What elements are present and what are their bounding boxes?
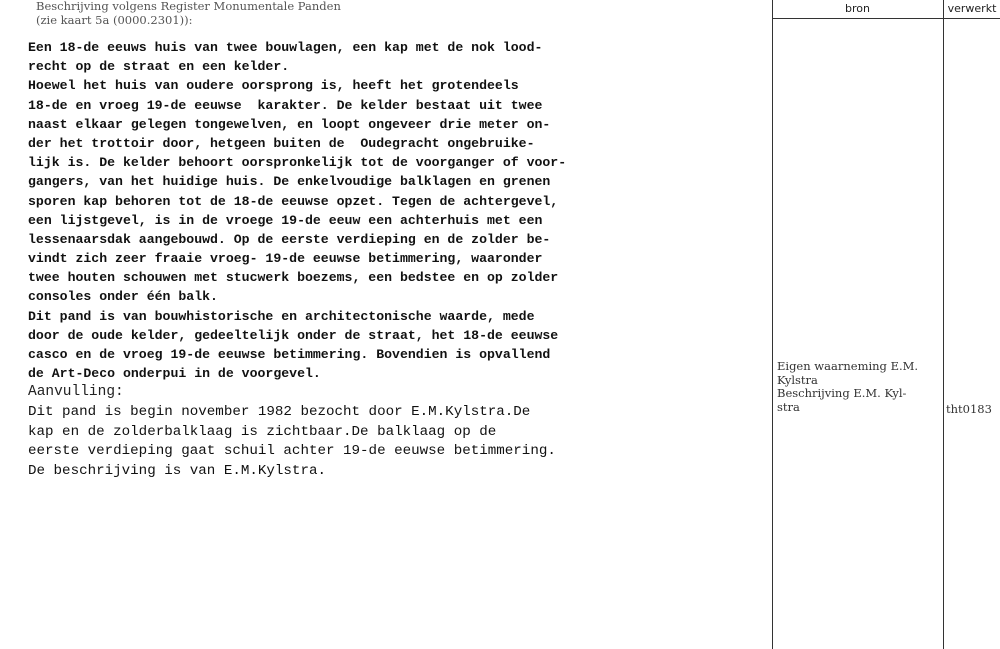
description-line: sporen kap behoren tot de 18-de eeuwse opzet. Tegen de achtergevel, [28,193,559,209]
description-line: Hoewel het huis van oudere oorsprong is, heeft het grotendeels [28,78,519,94]
column-divider-middle [943,0,944,649]
verwerkt-cell: tht0183 [946,402,992,416]
column-header-verwerkt: verwerkt [947,2,997,15]
description-line: lessenaarsdak aangebouwd. Op de eerste verdieping en de zolder be- [28,231,551,247]
description-text [28,38,768,383]
aanvulling-line: kap en de zolderbalklaag is zichtbaar.De balklaag op de [28,423,497,440]
aanvulling-text [28,403,768,481]
description-line: recht op de straat en een kelder. [28,59,290,75]
description-line: vindt zich zeer fraaie vroeg- 19-de eeuwse betimmering, waaronder [28,251,543,267]
aanvulling-line: eerste verdieping gaat schuil achter 19-de eeuwse betimmering. [28,443,556,459]
column-divider-left [772,0,773,649]
column-header-underline [772,18,1000,19]
description-line: der het trottoir door, hetgeen buiten de Oudegracht ongebruike- [28,135,535,151]
bron-line: Beschrijving E.M. Kyl- [777,386,907,400]
description-line: twee houten schouwen met stucwerk boezems, een bedstee en op zolder [28,270,559,286]
bron-line: Eigen waarneming E.M. [777,359,919,373]
description-line: gangers, van het huidige huis. De enkelvoudige balklagen en grenen [28,174,551,190]
aanvulling-line: Dit pand is begin november 1982 bezocht door E.M.Kylstra.De [28,404,531,420]
header-subtitle: (zie kaart 5a (0000.2301)): [36,13,193,27]
description-line: naast elkaar gelegen tongewelven, en loopt ongeveer drie meter on- [28,116,551,132]
column-header-bron: bron [845,2,870,15]
description-line: casco en de vroeg 19-de eeuwse betimmering. Bovendien is opvallend [28,347,551,362]
description-line: een lijstgevel, is in de vroege 19-de eeuw een achterhuis met een [28,212,543,228]
description-line: door de oude kelder, gedeeltelijk onder de straat, het 18-de eeuwse [28,327,559,343]
description-line: de Art-Deco onderpui in de voorgevel. [28,366,321,382]
description-line: Dit pand is van bouwhistorische en architectonische waarde, mede [28,308,535,324]
aanvulling-line: De beschrijving is van E.M.Kylstra. [28,462,326,479]
description-line: Een 18-de eeuws huis van twee bouwlagen, een kap met de nok lood- [28,40,543,55]
bron-cell [777,360,939,414]
header-title: Beschrijving volgens Register Monumentale Panden [36,0,341,13]
description-line: consoles onder één balk. [28,289,218,305]
description-line: lijk is. De kelder behoort oorspronkelijk tot de voorganger of voor- [28,155,567,171]
aanvulling-heading: Aanvulling: [28,384,124,400]
bron-line: Kylstra [777,372,818,387]
bron-line: stra [777,399,800,414]
description-line: 18-de en vroeg 19-de eeuwse karakter. De kelder bestaat uit twee [28,97,543,113]
